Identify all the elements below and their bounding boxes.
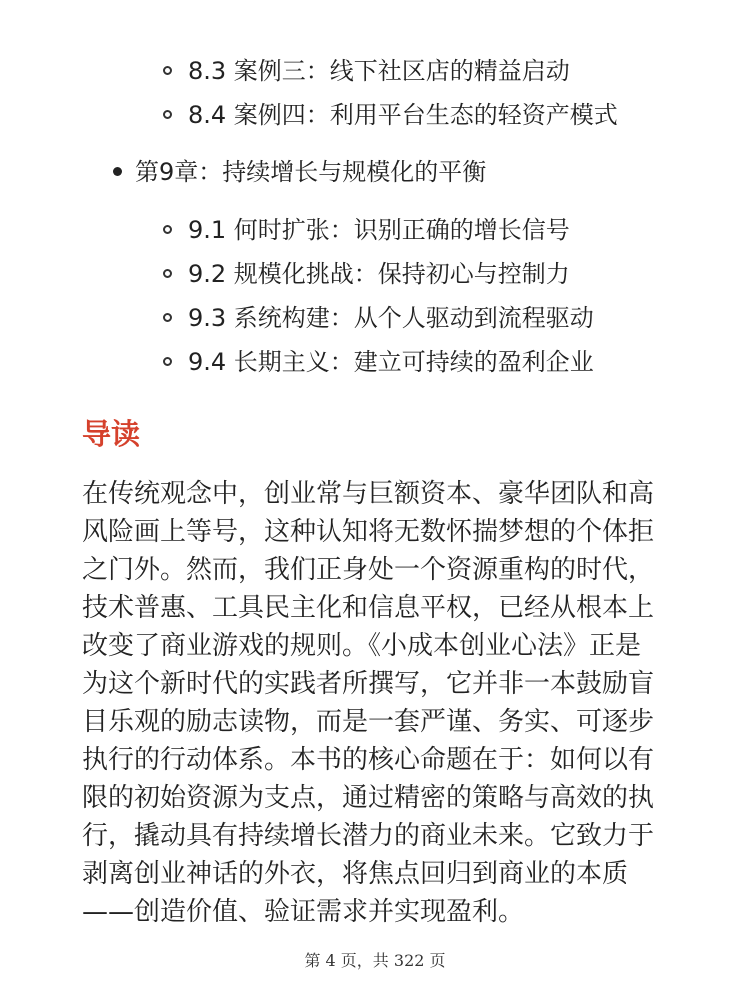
toc-item-8-3[interactable]: 8.3 案例三：线下社区店的精益启动 bbox=[188, 57, 570, 85]
toc-item-9-3[interactable]: 9.3 系统构建：从个人驱动到流程驱动 bbox=[188, 304, 594, 332]
toc-chapter-9[interactable]: 第9章：持续增长与规模化的平衡 bbox=[135, 158, 487, 186]
paragraph-line: 风险画上等号，这种认知将无数怀揣梦想的个体拒 bbox=[82, 517, 655, 547]
paragraph-line: 限的初始资源为支点，通过精密的策略与高效的执 bbox=[82, 783, 655, 813]
paragraph-line: 剥离创业神话的外衣，将焦点回归到商业的本质 bbox=[82, 859, 629, 889]
paragraph-line: 为这个新时代的实践者所撰写，它并非一本鼓励盲 bbox=[82, 669, 655, 699]
page-number-footer: 第 4 页，共 322 页 bbox=[304, 951, 446, 970]
filled-bullet-icon bbox=[113, 167, 122, 176]
toc-item-9-4[interactable]: 9.4 长期主义：建立可持续的盈利企业 bbox=[188, 348, 594, 376]
paragraph-line: 之门外。然而，我们正身处一个资源重构的时代， bbox=[82, 555, 655, 585]
toc-item-9-1[interactable]: 9.1 何时扩张：识别正确的增长信号 bbox=[188, 216, 570, 244]
hollow-bullet-icon bbox=[163, 110, 172, 119]
hollow-bullet-icon bbox=[163, 313, 172, 322]
section-heading: 导读 bbox=[82, 417, 141, 451]
paragraph-line: 改变了商业游戏的规则。《小成本创业心法》正是 bbox=[82, 631, 642, 661]
hollow-bullet-icon bbox=[163, 66, 172, 75]
paragraph-line: ——创造价值、验证需求并实现盈利。 bbox=[82, 897, 525, 927]
paragraph-line: 执行的行动体系。本书的核心命题在于：如何以有 bbox=[82, 745, 655, 775]
paragraph-line: 目乐观的励志读物，而是一套严谨、务实、可逐步 bbox=[82, 707, 655, 737]
hollow-bullet-icon bbox=[163, 225, 172, 234]
toc-item-8-4[interactable]: 8.4 案例四：利用平台生态的轻资产模式 bbox=[188, 101, 618, 129]
hollow-bullet-icon bbox=[163, 357, 172, 366]
hollow-bullet-icon bbox=[163, 269, 172, 278]
toc-item-9-2[interactable]: 9.2 规模化挑战：保持初心与控制力 bbox=[188, 260, 570, 288]
paragraph-line: 技术普惠、工具民主化和信息平权，已经从根本上 bbox=[82, 593, 655, 623]
paragraph-line: 行，撬动具有持续增长潜力的商业未来。它致力于 bbox=[82, 821, 655, 851]
paragraph-line: 在传统观念中，创业常与巨额资本、豪华团队和高 bbox=[82, 479, 655, 509]
